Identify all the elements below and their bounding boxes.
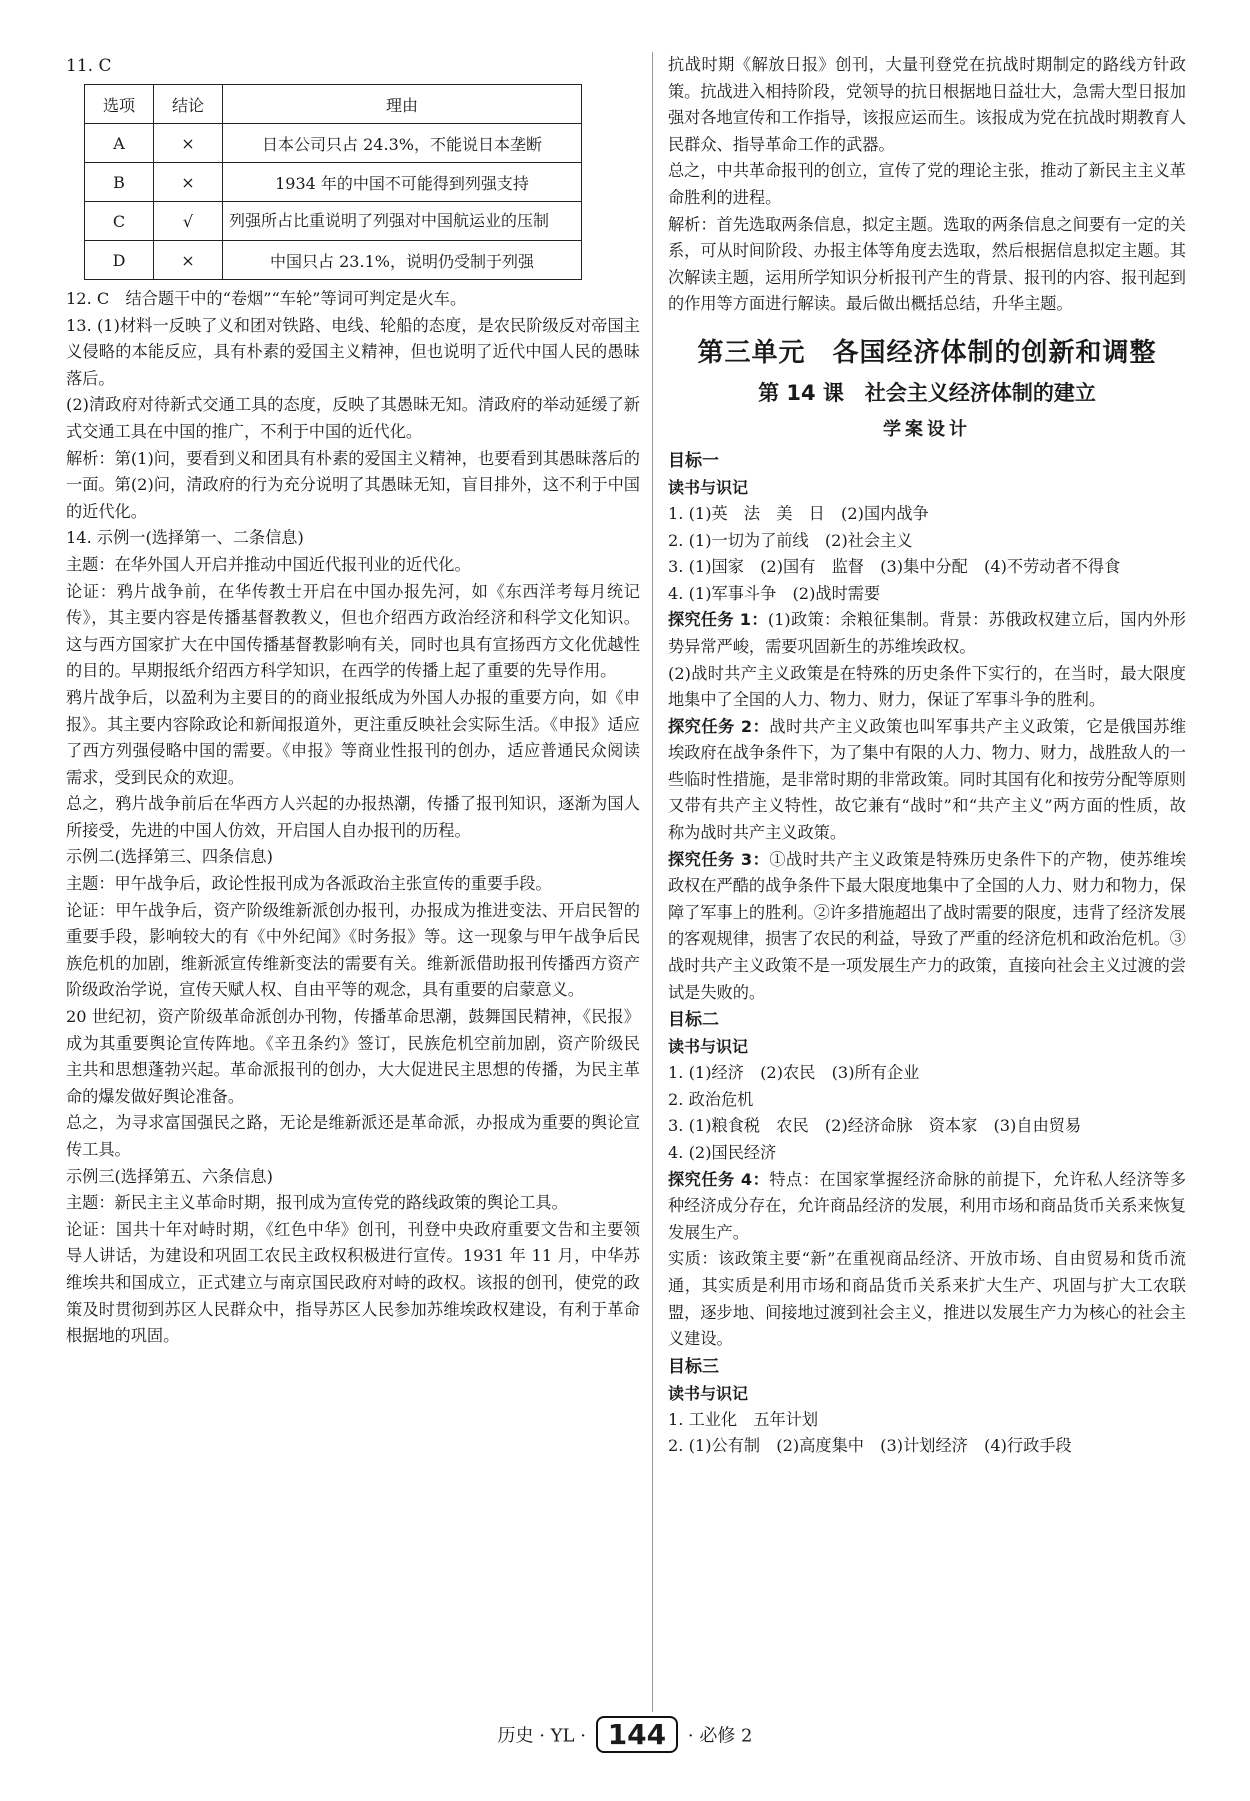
task4-para	[668, 1167, 1186, 1247]
table-cell: D	[85, 241, 154, 280]
task1-text2: (2)战时共产主义政策是在特殊的历史条件下实行的，在当时，最大限度地集中了全国的人力、物力、财力，保证了军事斗争的胜利。	[668, 663, 1186, 710]
q13-part2: (2)清政府对待新式交通工具的态度，反映了其愚昧无知。清政府的举动延缓了新式交通工具在中国的推广，不利于中国的近代化。	[66, 395, 640, 441]
q13-analysis: 解析：第(1)问，要看到义和团具有朴素的爱国主义精神，也要看到其愚昧落后的一面。第(2)问，清政府的行为充分说明了其愚昧无知，盲目排外，这不利于中国的近代化。	[66, 448, 640, 521]
table-cell: B	[85, 163, 154, 202]
list-item: 3. (1)粮食税 农民 (2)经济命脉 资本家 (3)自由贸易	[668, 1116, 1082, 1136]
table-cell: ×	[154, 241, 223, 280]
table-header: 选项	[85, 85, 154, 124]
table-row	[85, 241, 582, 280]
target2-heading: 目标二	[668, 1010, 719, 1031]
unit-title: 第三单元 各国经济体制的创新和调整	[697, 337, 1157, 368]
q14-example3-summary: 总之，中共革命报刊的创立，宣传了党的理论主张，推动了新民主主义革命胜利的进程。	[668, 161, 1186, 207]
table-cell: √	[154, 202, 223, 241]
list-item: 2. (1)公有制 (2)高度集中 (3)计划经济 (4)行政手段	[668, 1436, 1072, 1456]
q14-example1-theme: 主题：在华外国人开启并推动中国近代报刊业的近代化。	[66, 554, 471, 574]
table-cell: 中国只占 23.1%，说明仍受制于列强	[223, 241, 582, 280]
q14-example3-argument2: 抗战时期《解放日报》创刊，大量刊登党在抗战时期制定的路线方针政策。抗战进入相持阶段，党领导的抗日根据地日益壮大，急需大型日报加强对各地宣传和工作指导，该报应运而生。该报成为党在抗战时期教育人民群众、指导革命工作的武器。	[668, 55, 1186, 154]
list-item: 2. 政治危机	[668, 1089, 754, 1109]
design-title: 学案设计	[883, 418, 971, 440]
q11-answer: 11. C	[66, 56, 112, 76]
task4-label: 探究任务 4：	[668, 1169, 770, 1189]
task1-label: 探究任务 1：	[668, 610, 768, 630]
answer-table	[84, 84, 582, 280]
q14-example1-argument: 论证：鸦片战争前，在华传教士开启在中国办报先河，如《东西洋考每月统记传》，其主要内容是传播基督教教义，但也介绍西方政治经济和科学文化知识。这与西方国家扩大在中国传播基督教影响有关，同时也具有宣扬西方文化优越性的目的。早期报纸介绍西方科学知识，在西学的传播上起了重要的先导作用。	[66, 581, 640, 681]
list-item: 3. (1)国家 (2)国有 监督 (3)集中分配 (4)不劳动者不得食	[668, 557, 1121, 577]
table-cell: ×	[154, 163, 223, 202]
table-cell: A	[85, 124, 154, 163]
task1-para	[668, 607, 1186, 660]
q14-example1-summary: 总之，鸦片战争前后在华西方人兴起的办报热潮，传播了报刊知识，逐渐为国人所接受，先进的中国人仿效，开启国人自办报刊的历程。	[66, 794, 640, 840]
q14-example2-argument2: 20 世纪初，资产阶级革命派创办刊物，传播革命思潮，鼓舞国民精神，《民报》成为其重要舆论宣传阵地。《辛丑条约》签订，民族危机空前加剧，资产阶级民主共和思想蓬勃兴起。革命派报刊的创办，大大促进民主思想的传播，为民主革命的爆发做好舆论准备。	[66, 1007, 640, 1106]
task4-text: 特点：在国家掌握经济命脉的前提下，允许私人经济等多种经济成分存在，允许商品经济的发展，利用市场和商品货币关系来恢复发展生产。	[668, 1169, 1187, 1242]
task3-label: 探究任务 3：	[668, 849, 770, 869]
footer-book: · 必修 2	[687, 1725, 753, 1747]
right-column	[668, 52, 1186, 1460]
q13-answer: 13. (1)材料一反映了义和团对铁路、电线、轮船的态度，是农民阶级反对帝国主义侵略的本能反应，具有朴素的爱国主义精神，但也说明了近代中国人民的愚昧落后。	[66, 315, 640, 388]
target1-heading: 目标一	[668, 450, 719, 471]
task4-text2: 实质：该政策主要“新”在重视商品经济、开放市场、自由贸易和货币流通，其实质是利用市场和商品货币关系来扩大生产、巩固与扩大工农联盟，逐步地、间接地过渡到社会主义，推进以发展生产力为核心的社会主义建设。	[668, 1249, 1186, 1349]
table-row	[85, 124, 582, 163]
list-item: 4. (2)国民经济	[668, 1143, 777, 1162]
list-item: 1. (1)英 法 美 日 (2)国内战争	[668, 503, 929, 523]
read2-heading: 读书与识记	[668, 1037, 749, 1057]
q14-example2-theme: 主题：甲午战争后，政论性报刊成为各派政治主张宣传的重要手段。	[66, 874, 552, 894]
q14-example3-theme: 主题：新民主主义革命时期，报刊成为宣传党的路线政策的舆论工具。	[66, 1193, 568, 1213]
q14-example2-summary: 总之，为寻求富国强民之路，无论是维新派还是革命派，办报成为重要的舆论宣传工具。	[66, 1113, 640, 1159]
table-cell: 1934 年的中国不可能得到列强支持	[223, 163, 582, 202]
list-item: 1. 工业化 五年计划	[668, 1409, 819, 1429]
task2-para	[668, 714, 1186, 847]
task2-text: 战时共产主义政策也叫军事共产主义政策，它是俄国苏维埃政府在战争条件下，为了集中有限的人力、物力、财力，战胜敌人的一些临时性措施，是非常时期的非常政策。同时其国有化和按劳分配等原则又带有共产主义特性，故它兼有“战时”和“共产主义”两方面的性质，故称为战时共产主义政策。	[668, 716, 1187, 843]
target3-heading: 目标三	[668, 1356, 719, 1377]
read1-heading: 读书与识记	[668, 477, 749, 497]
q14-analysis: 解析：首先选取两条信息，拟定主题。选取的两条信息之间要有一定的关系，可从时间阶段、办报主体等角度去选取，然后根据信息拟定主题。其次解读主题，运用所学知识分析报刊产生的背景、报刊的内容、报刊起到的作用等方面进行解读。最后做出概括总结，升华主题。	[668, 214, 1186, 314]
list-item: 4. (1)军事斗争 (2)战时需要	[668, 583, 881, 603]
task1-text: (1)政策：余粮征集制。背景：苏俄政权建立后，国内外形势异常严峻，需要巩固新生的苏维埃政权。	[668, 610, 1186, 656]
list-item: 1. (1)经济 (2)农民 (3)所有企业	[668, 1063, 920, 1083]
lesson-title: 第 14 课 社会主义经济体制的建立	[758, 380, 1096, 405]
q14-example1-argument2: 鸦片战争后，以盈利为主要目的的商业报纸成为外国人办报的重要方向，如《申报》。其主要内容除政论和新闻报道外，更注重反映社会实际生活。《申报》适应了西方列强侵略中国的需要。《申报》等商业性报刊的创办，适应普通民众阅读需求，受到民众的欢迎。	[66, 687, 640, 787]
task3-para	[668, 847, 1186, 1007]
table-row	[85, 202, 582, 241]
table-header: 理由	[223, 85, 582, 124]
read3-heading: 读书与识记	[668, 1383, 749, 1403]
left-column	[66, 52, 640, 1350]
table-cell: C	[85, 202, 154, 241]
page-number: 144	[596, 1716, 678, 1753]
q14-example3-argument: 论证：国共十年对峙时期，《红色中华》创刊，刊登中央政府重要文告和主要领导人讲话，为建设和巩固工农民主政权积极进行宣传。1931 年 11 月，中华苏维埃共和国成立，正式建立与南京国民政府对峙的政权。该报的创刊，使党的政策及时贯彻到苏区人民群众中，指导苏区人民参加苏维埃政权建设，有利于革命根据地的巩固。	[66, 1219, 640, 1346]
table-cell: ×	[154, 124, 223, 163]
task3-text: ①战时共产主义政策是特殊历史条件下的产物，使苏维埃政权在严酷的战争条件下最大限度地集中了全国的人力、财力和物力，保障了军事上的胜利。②许多措施超出了战时需要的限度，违背了经济发展的客观规律，损害了农民的利益，导致了严重的经济危机和政治危机。③战时共产主义政策不是一项发展生产力的政策，直接向社会主义过渡的尝试是失败的。	[668, 849, 1187, 1002]
q12-answer: 12. C 结合题干中的“卷烟”“车轮”等词可判定是火车。	[66, 289, 467, 308]
table-cell: 列强所占比重说明了列强对中国航运业的压制	[223, 202, 582, 241]
table-row	[85, 163, 582, 202]
list-item: 2. (1)一切为了前线 (2)社会主义	[668, 530, 913, 550]
table-header-row	[85, 85, 582, 124]
table-header: 结论	[154, 85, 223, 124]
q14-example2-argument: 论证：甲午战争后，资产阶级维新派创办报刊，办报成为推进变法、开启民智的重要手段，影响较大的有《中外纪闻》《时务报》等。这一现象与甲午战争后民族危机的加剧，维新派宣传维新变法的需要有关。维新派借助报刊传播西方资产阶级政治学说，宣传天赋人权、自由平等的观念，具有重要的启蒙意义。	[66, 900, 640, 1000]
table-cell: 日本公司只占 24.3%，不能说日本垄断	[223, 124, 582, 163]
task2-label: 探究任务 2：	[668, 716, 770, 736]
q14-example1-heading: 14. 示例一(选择第一、二条信息)	[66, 528, 304, 548]
footer-subject: 历史 · YL ·	[497, 1725, 586, 1747]
page-footer	[0, 1716, 1250, 1753]
column-divider	[652, 52, 653, 1712]
q14-example3-heading: 示例三(选择第五、六条信息)	[66, 1166, 273, 1186]
q14-example2-heading: 示例二(选择第三、四条信息)	[66, 847, 273, 867]
